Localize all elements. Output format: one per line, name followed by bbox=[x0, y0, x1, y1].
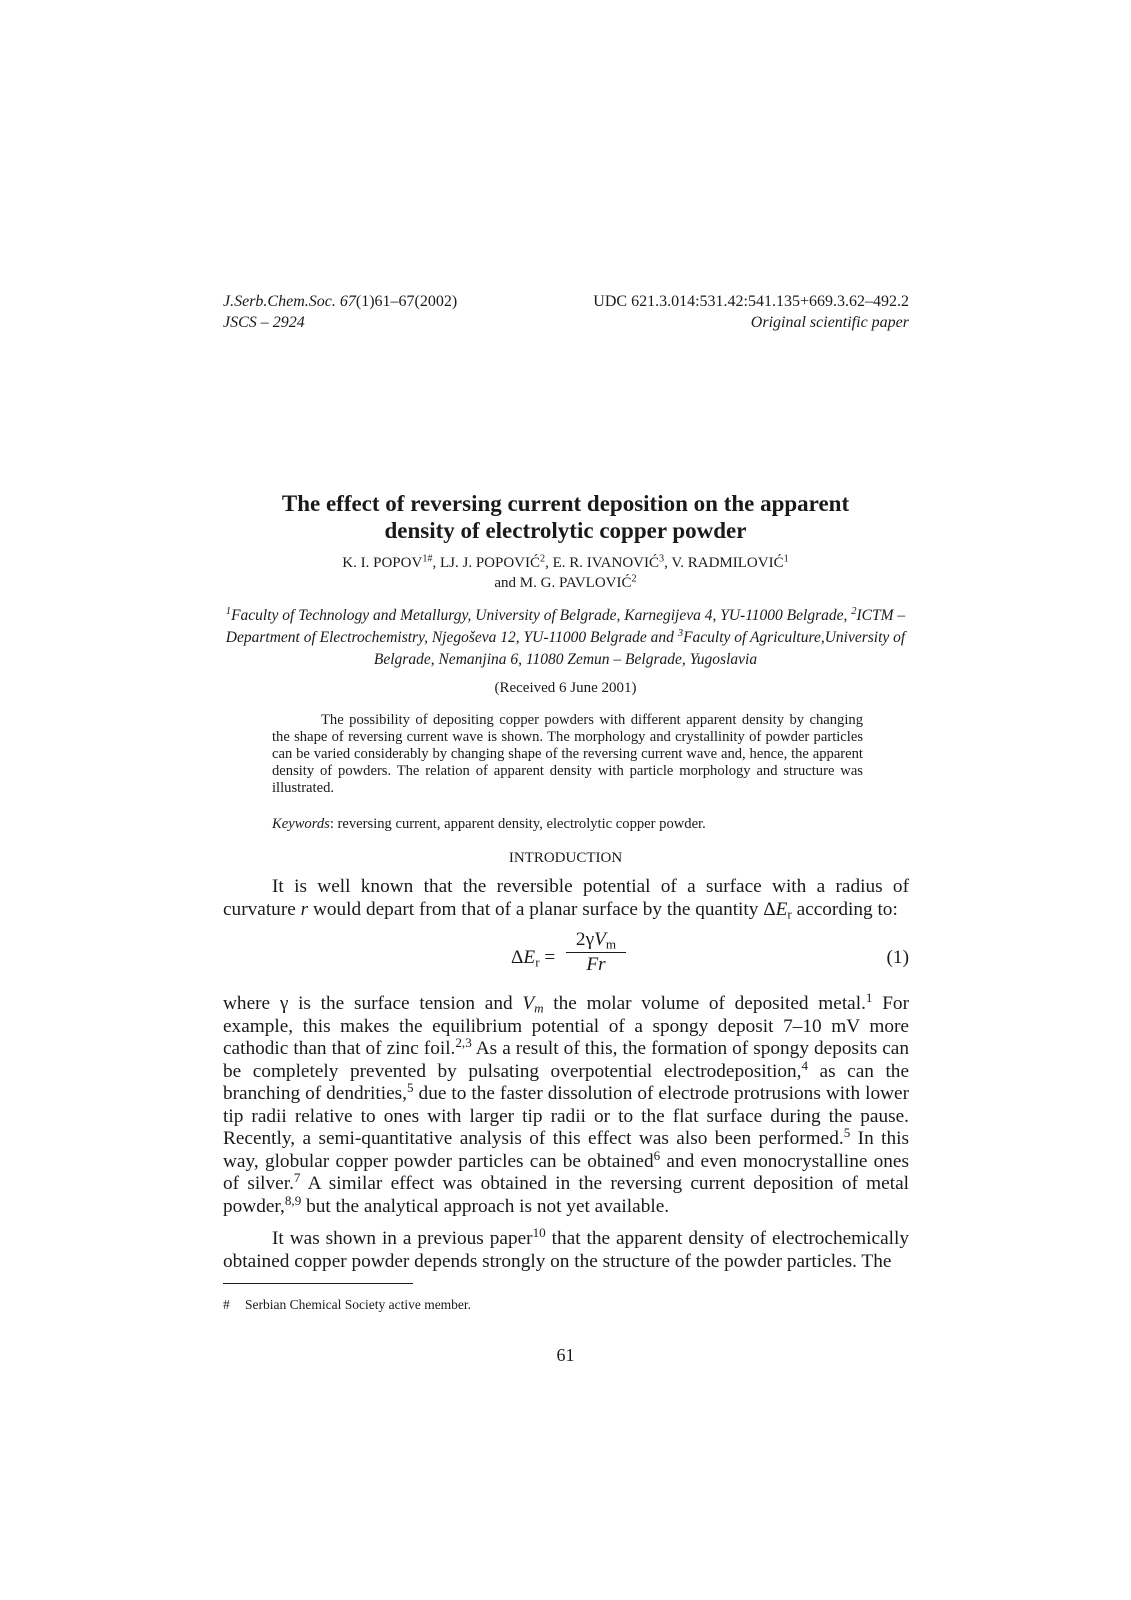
equals-sign: = bbox=[539, 947, 556, 968]
text-run: For example, this makes the equilibrium potential of a spongy deposit 7–10 mV more cathodic than that of zinc foil. bbox=[223, 993, 909, 1059]
body-paragraph bbox=[223, 876, 909, 921]
text-run: according to: bbox=[791, 898, 898, 920]
text-run: It is well known that the reversible potential of a surface with a radius of curvature bbox=[223, 876, 909, 920]
fraction-denominator: Fr bbox=[586, 954, 606, 975]
abstract: The possibility of depositing copper powders with different apparent density by changing the shape of reversing current wave is shown. The morphology and crystallinity of powder particles can be varied considerably by changing shape of the reversing current wave and, hence, the apparent density of powders. The relation of apparent density with particle morphology and structure was illustrated. bbox=[272, 712, 863, 796]
text-run: As a result of this, the formation of spongy deposits can be completely prevented by pulsating overpotential electrodeposition, bbox=[223, 1038, 909, 1082]
text-run: but the analytical approach is not yet available. bbox=[301, 1195, 670, 1217]
math-subscript: r bbox=[787, 905, 792, 921]
keywords-label: Keywords bbox=[272, 816, 330, 832]
citation-ref: 6 bbox=[653, 1147, 661, 1163]
affiliation-text: Faculty of Technology and Metallurgy, University of Belgrade, Karnegijeva 4, YU-11000 Belgrade, bbox=[231, 607, 852, 624]
text-run: would depart from that of a planar surface by the quantity Δ bbox=[308, 898, 776, 920]
author-affiliation-mark: 2 bbox=[540, 553, 546, 565]
equation-fraction bbox=[564, 928, 628, 977]
body-paragraph bbox=[223, 1224, 909, 1273]
author-affiliation-mark: 1# bbox=[422, 553, 433, 565]
math-var: r bbox=[300, 898, 309, 920]
citation-ref: 4 bbox=[801, 1057, 808, 1073]
footnote-text: Serbian Chemical Society active member. bbox=[245, 1297, 472, 1312]
affiliation-text: Faculty of Agriculture,University of Belgrade, Nemanjina 6, 11080 Zemun – Belgrade, Yugoslavia bbox=[373, 629, 906, 668]
affiliation-mark: 2 bbox=[851, 606, 857, 618]
section-heading: INTRODUCTION bbox=[508, 850, 623, 866]
journal-issue-pages: (1)61–67(2002) bbox=[355, 293, 458, 310]
citation-ref: 8,9 bbox=[284, 1192, 302, 1208]
paper-title bbox=[200, 490, 931, 544]
affiliation-mark: 3 bbox=[677, 628, 684, 640]
author-name: and M. G. PAVLOVIĆ bbox=[494, 575, 632, 591]
text-run: where γ is the surface tension and bbox=[223, 993, 523, 1014]
body-paragraph bbox=[223, 989, 909, 1218]
affiliation-mark: 1 bbox=[225, 606, 232, 618]
delta-symbol: Δ bbox=[511, 947, 524, 968]
footnote-rule bbox=[223, 1283, 413, 1284]
text-run: and even monocrystalline ones of silver. bbox=[223, 1150, 909, 1194]
keywords bbox=[272, 815, 872, 833]
citation-ref: 2,3 bbox=[455, 1034, 472, 1050]
text-run: the molar volume of deposited metal. bbox=[543, 993, 866, 1014]
equation-1 bbox=[223, 928, 909, 988]
math-subscript: m bbox=[605, 936, 617, 952]
text-run: that the apparent density of electrochemically obtained copper powder depends strongly on the structure of the powder particles. The bbox=[223, 1228, 909, 1272]
equation-number: (1) bbox=[886, 947, 909, 968]
citation-ref: 10 bbox=[532, 1224, 546, 1240]
fraction-numerator bbox=[564, 928, 628, 952]
math-var: E bbox=[775, 898, 788, 920]
author-name: , V. RADMILOVIĆ bbox=[664, 555, 784, 571]
citation-ref: 5 bbox=[407, 1079, 414, 1095]
author-name: K. I. POPOV bbox=[342, 555, 423, 571]
classification-block bbox=[593, 291, 909, 333]
journal-citation bbox=[223, 291, 457, 333]
author-name: , E. R. IVANOVIĆ bbox=[545, 555, 660, 571]
footnote-mark: # bbox=[223, 1297, 230, 1312]
author-affiliation-mark: 3 bbox=[659, 553, 665, 565]
journal-volume: 67 bbox=[339, 293, 356, 310]
math-var: E bbox=[523, 947, 536, 968]
citation-ref: 5 bbox=[843, 1124, 851, 1140]
received-date: (Received 6 June 2001) bbox=[494, 680, 637, 696]
udc-code: UDC 621.3.014:531.42:541.135+669.3.62–492.2 bbox=[593, 293, 909, 310]
author-name: , LJ. J. POPOVIĆ bbox=[432, 555, 541, 571]
affiliations bbox=[200, 605, 931, 671]
author-affiliation-mark: 1 bbox=[783, 553, 789, 565]
math-subscript: r bbox=[535, 954, 540, 970]
math-var: V bbox=[522, 993, 535, 1014]
paper-type: Original scientific paper bbox=[750, 314, 909, 331]
author-affiliation-mark: 2 bbox=[631, 573, 637, 585]
title-line-2: density of electrolytic copper powder bbox=[384, 518, 747, 543]
math-subscript: m bbox=[534, 1000, 544, 1016]
journal-abbrev: J.Serb.Chem.Soc. bbox=[223, 293, 336, 310]
text-run: It was shown in a previous paper bbox=[272, 1228, 533, 1249]
citation-ref: 1 bbox=[865, 989, 873, 1005]
text-run: In this way, globular copper powder particles can be obtained bbox=[223, 1128, 909, 1172]
title-line-1: The effect of reversing current deposition on the apparent bbox=[281, 491, 850, 516]
page-number: 61 bbox=[556, 1345, 575, 1365]
author-list bbox=[200, 553, 931, 593]
keywords-text: : reversing current, apparent density, electrolytic copper powder. bbox=[329, 816, 706, 832]
text-run: due to the faster dissolution of electrode protrusions with lower tip radii relative to ones with larger tip radii or to the flat surface during the pause. Recently, a semi-quantitative analysis of this effect was also been performed. bbox=[223, 1083, 909, 1149]
math-var: V bbox=[594, 929, 606, 950]
text-run: as can the branching of dendrities, bbox=[223, 1060, 909, 1104]
affiliation-text: ICTM – Department of Electrochemistry, Njegoševa 12, YU-11000 Belgrade and bbox=[225, 607, 906, 646]
text-run: A similar effect was obtained in the reversing current deposition of metal powder, bbox=[223, 1173, 909, 1217]
equation-lhs bbox=[511, 947, 555, 969]
footnote bbox=[223, 1297, 471, 1313]
citation-ref: 7 bbox=[293, 1169, 301, 1185]
jscs-id: JSCS – 2924 bbox=[223, 314, 305, 331]
math-coef: 2γ bbox=[575, 929, 595, 950]
